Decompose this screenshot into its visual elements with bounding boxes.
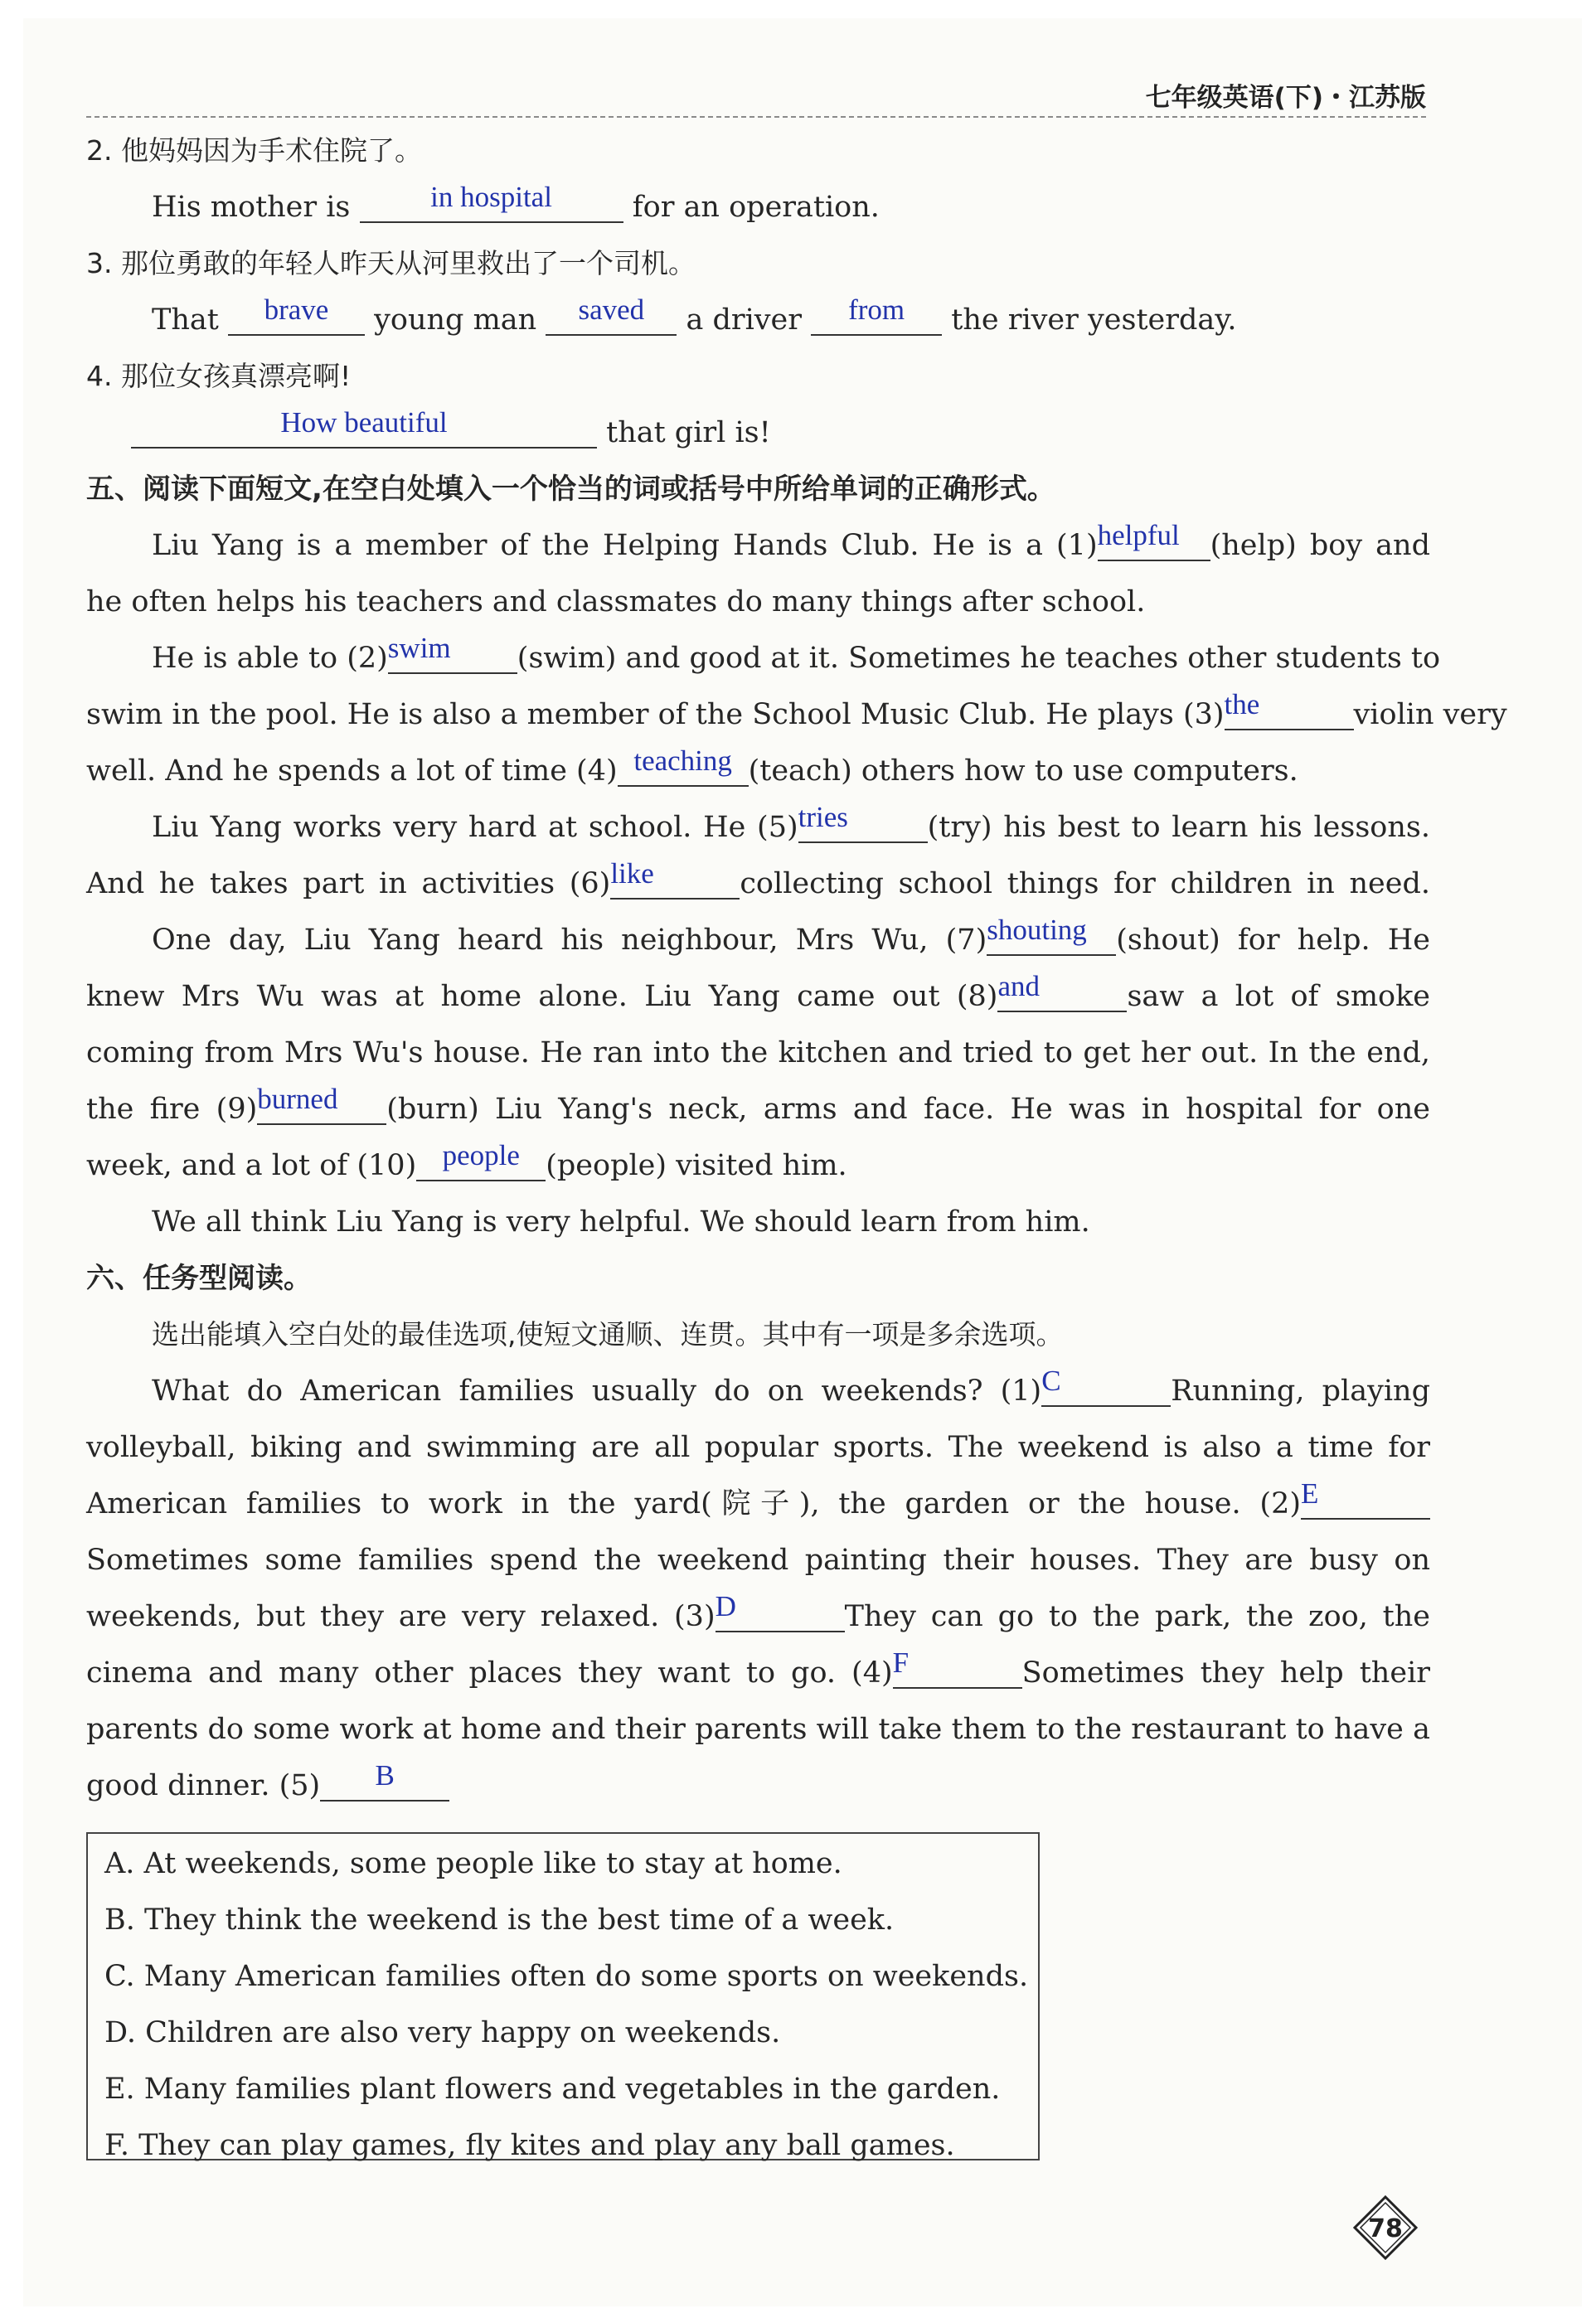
- s6-text: Sometimes they help their: [1021, 1656, 1430, 1690]
- s5-text: One day, Liu Yang heard his neighbour, Mrs Wu, (7): [152, 924, 987, 957]
- header-title: 七年级英语(下)・江苏版: [1145, 83, 1426, 113]
- s5-answer-8: and: [997, 970, 1040, 1002]
- s5-answer-7: shouting: [987, 914, 1087, 946]
- s5-line-1: [152, 519, 1430, 564]
- s6-answer-4: F: [892, 1646, 910, 1679]
- q3-text-2: young man: [374, 303, 537, 337]
- s5-text: (help) boy and: [1210, 529, 1430, 562]
- option-c: C. Many American families often do some sports on weekends.: [104, 1960, 1029, 1993]
- q4-prompt: [86, 358, 1430, 395]
- s6-blank-5[interactable]: [320, 1759, 449, 1802]
- s5-text: saw a lot of smoke: [1127, 980, 1431, 1013]
- q4-answer-1: How beautiful: [280, 406, 448, 439]
- s5-answer-5: tries: [798, 801, 848, 833]
- s5-text: (teach) others how to use computers.: [748, 754, 1298, 788]
- s5-line-3: [152, 632, 1441, 676]
- s5-blank-8[interactable]: [997, 970, 1127, 1012]
- q3-number: 3.: [86, 247, 113, 279]
- q4-text-1: that girl is!: [606, 416, 771, 449]
- s5-answer-1: helpful: [1097, 519, 1180, 551]
- page-number-diamond-icon: [1353, 2195, 1418, 2260]
- q2-text-1: His mother is: [152, 191, 351, 224]
- s5-line-10: [86, 1035, 1430, 1071]
- s6-blank-2[interactable]: [1301, 1477, 1430, 1520]
- s5-text: swim in the pool. He is also a member of the School Music Club. He plays (3): [86, 698, 1225, 731]
- q2-prompt: [86, 133, 1430, 169]
- q2-text-2: for an operation.: [632, 191, 880, 224]
- s6-text: They can go to the park, the zoo, the: [844, 1600, 1430, 1633]
- q3-blank-3[interactable]: [811, 293, 942, 336]
- option-e: E. Many families plant flowers and vegetables in the garden.: [104, 2073, 1001, 2106]
- s5-answer-4: teaching: [633, 744, 732, 777]
- s6-line-3: [86, 1477, 1430, 1522]
- s5-text: knew Mrs Wu was at home alone. Liu Yang came out (8): [86, 980, 998, 1013]
- s6-text: Sometimes some families spend the weekend painting their houses. They are busy on: [86, 1544, 1430, 1577]
- s5-text: (people) visited him.: [546, 1149, 847, 1182]
- option-a: A. At weekends, some people like to stay at home.: [104, 1847, 842, 1880]
- options-box: [86, 1832, 1040, 2160]
- s5-answer-10: people: [442, 1139, 520, 1171]
- q3-answer-1: brave: [264, 293, 329, 326]
- s6-text: parents do some work at home and their parents will take them to the restaurant to have a: [86, 1713, 1430, 1746]
- s6-blank-1[interactable]: [1041, 1365, 1171, 1407]
- s5-blank-3[interactable]: [1224, 688, 1354, 730]
- s5-text: week, and a lot of (10): [86, 1149, 417, 1182]
- s5-line-9: [86, 970, 1431, 1015]
- option-f: F. They can play games, fly kites and play any ball games.: [104, 2129, 955, 2162]
- s6-text: American families to work in the yard(院子), the garden or the house. (2): [86, 1487, 1301, 1520]
- q3-answer-2: saved: [578, 293, 645, 326]
- s6-answer-2: E: [1301, 1477, 1319, 1510]
- q2-chinese: 他妈妈因为手术住院了。: [121, 134, 422, 167]
- q3-sentence: [152, 293, 1430, 338]
- s5-text: coming from Mrs Wu's house. He ran into the kitchen and tried to get her out. In the end,: [86, 1036, 1430, 1069]
- section6-heading: 六、任务型阅读。: [86, 1262, 312, 1295]
- s6-line-5: [86, 1590, 1430, 1635]
- q3-answer-3: from: [848, 293, 905, 326]
- s5-blank-4[interactable]: [618, 744, 749, 787]
- q3-text-4: the river yesterday.: [951, 303, 1237, 337]
- s5-answer-3: the: [1224, 688, 1260, 720]
- header-divider: [86, 116, 1426, 118]
- s5-blank-2[interactable]: [387, 632, 517, 674]
- q4-chinese: 那位女孩真漂亮啊!: [121, 360, 352, 392]
- s5-line-2: he often helps his teachers and classmates do many things after school.: [86, 585, 1146, 618]
- s5-text: Liu Yang is a member of the Helping Hands Club. He is a (1): [152, 529, 1098, 562]
- s5-text: And he takes part in activities (6): [86, 867, 611, 900]
- option-d: D. Children are also very happy on weekends.: [104, 2016, 781, 2049]
- page-number: 78: [1368, 2214, 1403, 2243]
- q3-text-1: That: [152, 303, 219, 337]
- s6-text: good dinner. (5): [86, 1769, 321, 1802]
- q2-blank-1[interactable]: [360, 181, 623, 223]
- s6-blank-4[interactable]: [892, 1646, 1022, 1689]
- q4-number: 4.: [86, 360, 113, 392]
- s5-text: (try) his best to learn his lessons.: [927, 811, 1430, 844]
- page-number-badge: [1353, 2195, 1418, 2260]
- s5-line-5: [86, 744, 1430, 789]
- section5-heading: 五、阅读下面短文,在空白处填入一个恰当的词或括号中所给单词的正确形式。: [86, 473, 1055, 506]
- s5-text: He is able to (2): [152, 642, 388, 675]
- s5-line-13: We all think Liu Yang is very helpful. We should learn from him.: [152, 1205, 1090, 1239]
- s5-text: the fire (9): [86, 1093, 258, 1126]
- q3-text-3: a driver: [686, 303, 802, 337]
- s5-blank-5[interactable]: [798, 801, 928, 843]
- q3-blank-1[interactable]: [228, 293, 365, 336]
- s5-text: collecting school things for children in need.: [740, 867, 1430, 900]
- s6-text: What do American families usually do on weekends? (1): [152, 1375, 1042, 1408]
- s6-line-6: [86, 1646, 1430, 1691]
- s5-blank-7[interactable]: [987, 914, 1116, 956]
- s5-blank-9[interactable]: [257, 1083, 386, 1125]
- s5-text: Liu Yang works very hard at school. He (5): [152, 811, 798, 844]
- q2-sentence: [152, 181, 1430, 225]
- s6-text: Running, playing: [1171, 1375, 1430, 1408]
- s6-text: volleyball, biking and swimming are all popular sports. The weekend is also a time for: [86, 1431, 1430, 1464]
- q3-blank-2[interactable]: [546, 293, 677, 336]
- s5-text: (swim) and good at it. Sometimes he teaches other students to: [517, 642, 1441, 675]
- s5-line-8: [152, 914, 1430, 958]
- option-b: B. They think the weekend is the best time of a week.: [104, 1903, 895, 1937]
- s6-line-1: [152, 1365, 1430, 1409]
- q4-sentence: [131, 406, 1430, 451]
- s6-blank-3[interactable]: [715, 1590, 845, 1632]
- s5-line-11: [86, 1083, 1431, 1127]
- s5-blank-1[interactable]: [1097, 519, 1210, 561]
- q3-prompt: [86, 245, 1430, 282]
- q3-chinese: 那位勇敢的年轻人昨天从河里救出了一个司机。: [121, 247, 696, 279]
- s5-line-6: [152, 801, 1430, 846]
- s5-blank-10[interactable]: [416, 1139, 546, 1181]
- s5-text: (shout) for help. He: [1116, 924, 1430, 957]
- s5-answer-6: like: [610, 857, 654, 890]
- s5-line-7: [86, 857, 1430, 902]
- s5-text: (burn) Liu Yang's neck, arms and face. He was in hospital for one: [386, 1093, 1431, 1126]
- q2-answer-1: in hospital: [430, 181, 552, 213]
- s6-text: weekends, but they are very relaxed. (3): [86, 1600, 716, 1633]
- s5-answer-9: burned: [257, 1083, 338, 1115]
- q2-number: 2.: [86, 134, 113, 167]
- s6-answer-1: C: [1041, 1365, 1061, 1397]
- s6-answer-5: B: [375, 1759, 395, 1792]
- q4-blank-1[interactable]: [131, 406, 597, 449]
- s5-answer-2: swim: [387, 632, 451, 664]
- s5-text: well. And he spends a lot of time (4): [86, 754, 618, 788]
- s6-line-7: [86, 1711, 1430, 1748]
- s6-line-2: [86, 1429, 1430, 1466]
- s5-line-12: [86, 1139, 1430, 1184]
- s6-answer-3: D: [715, 1590, 736, 1622]
- s6-line-8: [86, 1759, 1430, 1804]
- s5-text: violin very: [1353, 698, 1507, 731]
- section6-instruction: 选出能填入空白处的最佳选项,使短文通顺、连贯。其中有一项是多余选项。: [152, 1318, 1064, 1351]
- s6-line-4: [86, 1542, 1430, 1578]
- s5-blank-6[interactable]: [610, 857, 740, 900]
- s6-text: cinema and many other places they want to go. (4): [86, 1656, 893, 1690]
- s5-line-4: [86, 688, 1507, 733]
